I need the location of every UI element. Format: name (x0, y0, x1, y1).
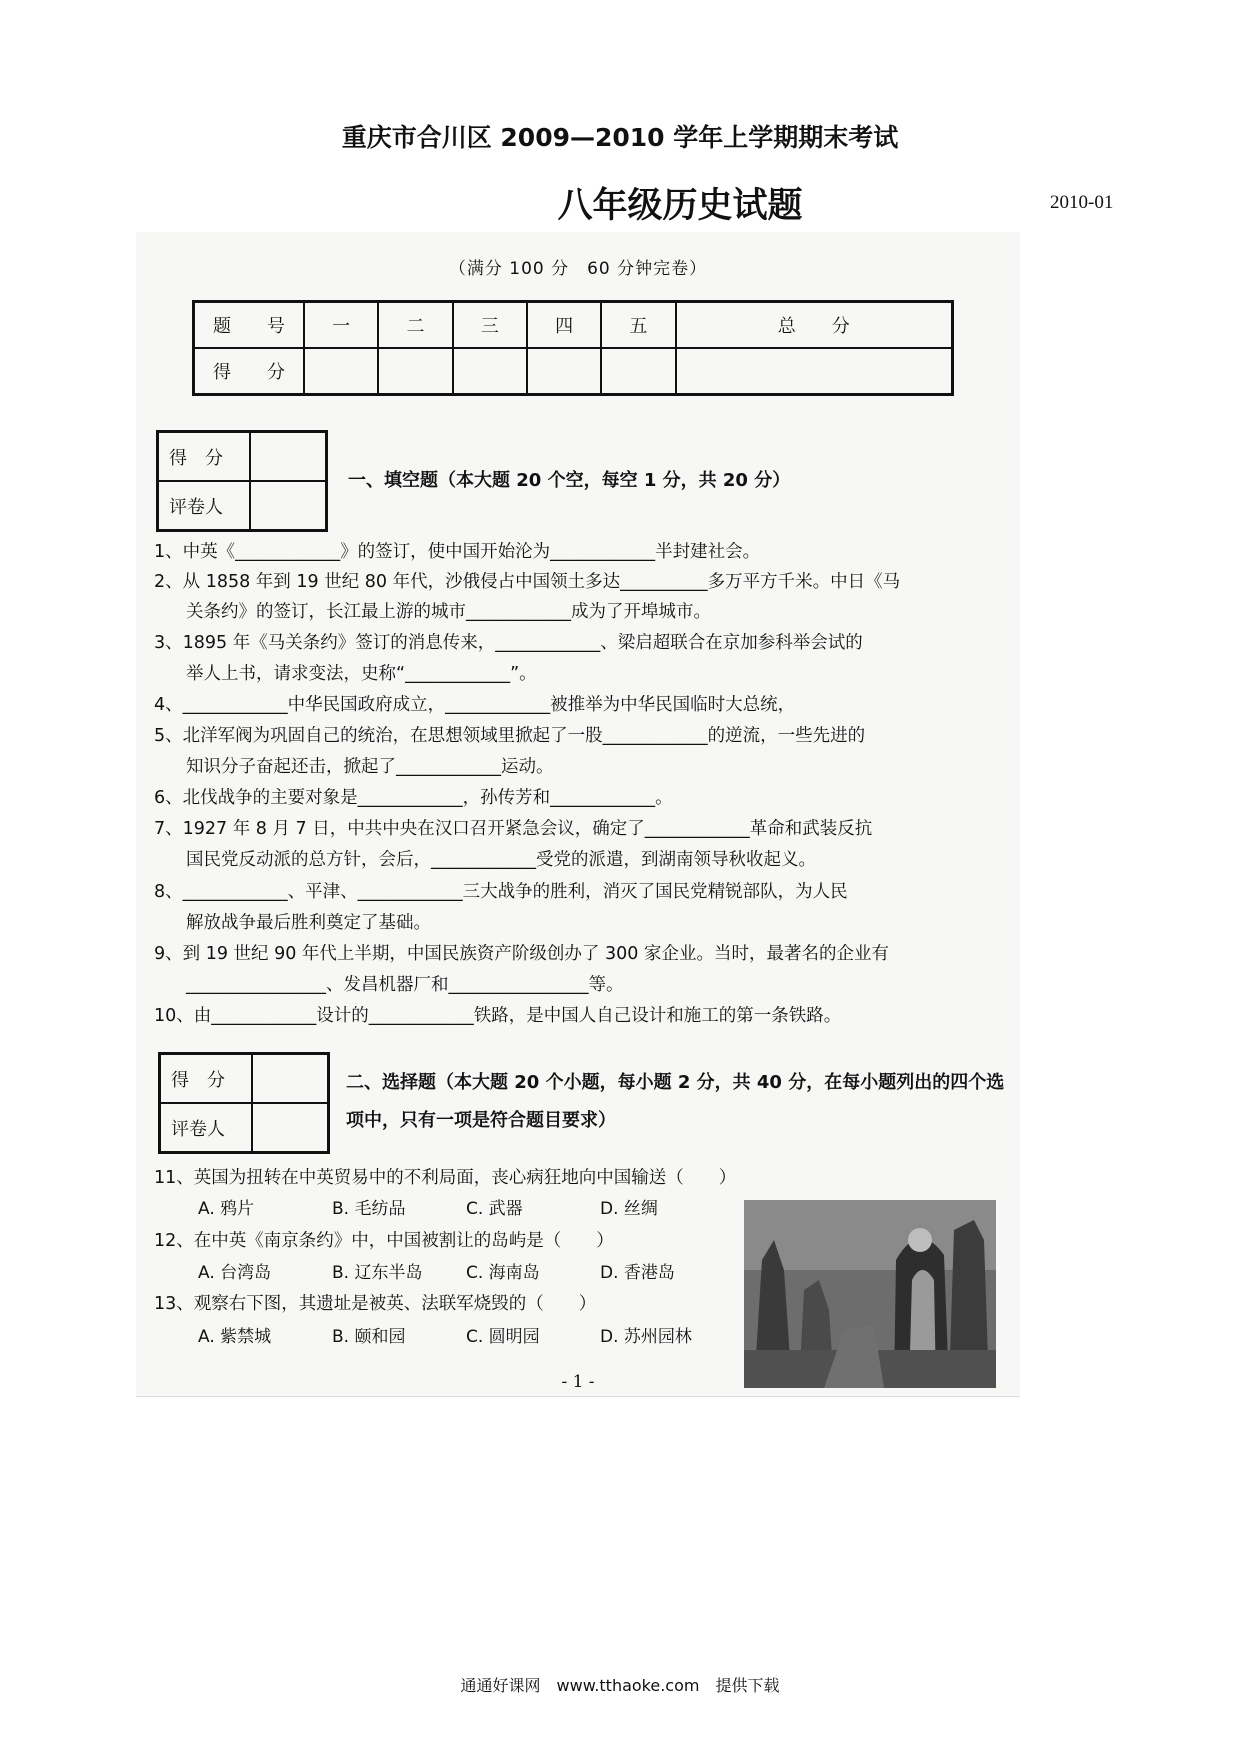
page-number: - 1 - (561, 1372, 595, 1392)
choice-option: C. 圆明园 (466, 1327, 540, 1347)
score-table-cell (453, 348, 527, 395)
download-footer: 通通好课网 www.tthaoke.com 提供下载 (460, 1676, 780, 1695)
exam-date: 2010-01 (1050, 192, 1114, 213)
fill-question: 关条约》的签订，长江最上游的城市____________成为了开埠城市。 (186, 602, 711, 622)
fill-question: 6、北伐战争的主要对象是____________，孙传芳和____________。 (154, 788, 673, 808)
score-table-cell (527, 348, 601, 395)
ruins-photo-illustration (744, 1200, 996, 1388)
choice-question-stem: 11、英国为扭转在中英贸易中的不利局面，丧心病狂地向中国输送（ ） (154, 1168, 737, 1188)
fill-question: 2、从 1858 年到 19 世纪 80 年代，沙俄侵占中国领土多达__________多万平方千米。中日《马 (154, 572, 901, 592)
grader-cell (250, 432, 327, 482)
exam-subtitle: （满分 100 分 60 分钟完卷） (448, 259, 708, 279)
fill-question: 举人上书，请求变法，史称“____________”。 (186, 664, 537, 684)
choice-options (198, 1258, 734, 1283)
grader-cell (252, 1103, 329, 1153)
score-table-cell: 题 号 (194, 302, 305, 349)
score-table-cell: 总 分 (676, 302, 953, 349)
section1-title: 一、填空题（本大题 20 个空，每空 1 分，共 20 分） (348, 470, 791, 491)
choice-option: D. 丝绸 (600, 1199, 658, 1219)
score-table-cell (378, 348, 452, 395)
grader-label: 得 分 (158, 432, 251, 482)
score-table-cell: 二 (378, 302, 452, 349)
section2-title: 二、选择题（本大题 20 个小题，每小题 2 分，共 40 分，在每小题列出的四个选项中，只有一项是符合题目要求） (346, 1072, 1005, 1131)
score-table-cell (676, 348, 953, 395)
choice-options (198, 1194, 734, 1219)
choice-question-stem: 12、在中英《南京条约》中，中国被割让的岛屿是（ ） (154, 1231, 614, 1251)
choice-option: B. 毛纺品 (332, 1199, 406, 1219)
choice-option: D. 苏州园林 (600, 1327, 692, 1347)
score-table-cell: 四 (527, 302, 601, 349)
fill-question: 5、北洋军阀为巩固自己的统治，在思想领域里掀起了一股____________的逆流，一些先进的 (154, 726, 866, 746)
choice-option: D. 香港岛 (600, 1263, 675, 1283)
grader-label: 评卷人 (160, 1103, 253, 1153)
grader-cell (252, 1054, 329, 1104)
grader-label: 得 分 (160, 1054, 253, 1104)
choice-question-stem: 13、观察右下图，其遗址是被英、法联军烧毁的（ ） (154, 1294, 597, 1314)
fill-question: ________________、发昌机器厂和________________等。 (186, 975, 624, 995)
fill-question: 9、到 19 世纪 90 年代上半期，中国民族资产阶级创办了 300 家企业。当时，最著名的企业有 (154, 944, 889, 964)
choice-option: C. 武器 (466, 1199, 523, 1219)
grader-cell (250, 481, 327, 531)
fill-question: 知识分子奋起还击，掀起了____________运动。 (186, 757, 554, 777)
choice-options (198, 1322, 734, 1347)
grader-label: 评卷人 (158, 481, 251, 531)
fill-question: 10、由____________设计的____________铁路，是中国人自己设计和施工的第一条铁路。 (154, 1006, 842, 1026)
exam-title: 八年级历史试题 (557, 186, 803, 226)
score-table-cell (601, 348, 675, 395)
scanned-exam-page (136, 232, 1020, 1397)
score-table (192, 300, 954, 396)
grader-box-section1 (156, 430, 328, 532)
choice-option: A. 鸦片 (198, 1199, 255, 1219)
ruins-photo (744, 1200, 996, 1388)
fill-question: 解放战争最后胜利奠定了基础。 (186, 913, 431, 933)
fill-question: 8、____________、平津、____________三大战争的胜利，消灭了国民党精锐部队，为人民 (154, 882, 848, 902)
exam-header-line1: 重庆市合川区 2009—2010 学年上学期期末考试 (341, 123, 899, 152)
score-table-header-row (194, 302, 953, 349)
score-table-cell (304, 348, 378, 395)
score-table-cell: 三 (453, 302, 527, 349)
choice-option: B. 辽东半岛 (332, 1263, 423, 1283)
score-table-score-row (194, 348, 953, 395)
choice-option: A. 台湾岛 (198, 1263, 272, 1283)
grader-box-section2 (158, 1052, 330, 1154)
score-table-cell: 一 (304, 302, 378, 349)
fill-question: 国民党反动派的总方针，会后，____________受党的派遣，到湖南领导秋收起义。 (186, 850, 816, 870)
fill-question: 4、____________中华民国政府成立，____________被推举为中华民国临时大总统， (154, 695, 796, 715)
fill-question: 3、1895 年《马关条约》签订的消息传来，____________、梁启超联合在京加参科举会试的 (154, 633, 863, 653)
choice-option: A. 紫禁城 (198, 1327, 272, 1347)
score-table-cell: 得 分 (194, 348, 305, 395)
fill-question: 1、中英《____________》的签订，使中国开始沦为____________半封建社会。 (154, 542, 761, 562)
choice-option: B. 颐和园 (332, 1327, 406, 1347)
score-table-cell: 五 (601, 302, 675, 349)
choice-option: C. 海南岛 (466, 1263, 540, 1283)
fill-question: 7、1927 年 8 月 7 日，中共中央在汉口召开紧急会议，确定了____________革命和武装反抗 (154, 819, 873, 839)
